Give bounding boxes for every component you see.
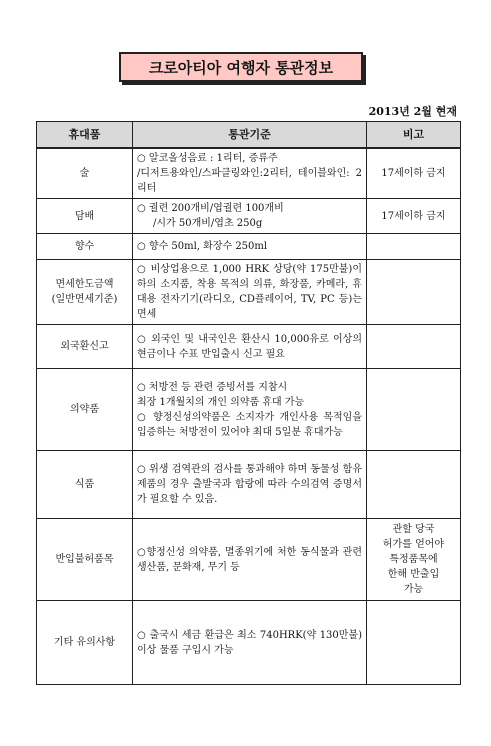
cell-text: 17세이하 금지 [381, 168, 446, 179]
cell-text: /디저트용와인/스파클링와인:2리터, 테이블와인: 2리터 [137, 168, 362, 194]
cell-text: 허가를 얻어야 [382, 539, 445, 550]
remark-cell [367, 148, 461, 199]
table-row [37, 234, 461, 260]
remark-cell [367, 199, 461, 234]
date-note: 2013년 2월 현재 [368, 105, 457, 118]
table-row [37, 199, 461, 234]
cell-text: 기타 유의사항 [53, 637, 116, 648]
cell-text: ○ 처방전 등 관련 증빙서를 지참시 [137, 381, 288, 393]
cell-text: 면세한도금액 [55, 279, 114, 290]
cell-text: ○ 알코올성음료 : 1리터, 증류주 [137, 153, 278, 164]
standard-cell [133, 148, 367, 199]
cell-text: 외국환신고 [60, 341, 109, 352]
table-row [37, 148, 461, 199]
table-header-row [37, 122, 461, 149]
cell-text: 가능 [403, 584, 424, 595]
remark-cell [367, 451, 461, 519]
standard-cell [133, 325, 367, 369]
cell-text: 의약품 [70, 404, 99, 415]
item-cell [37, 519, 133, 601]
header-item: 휴대품 [37, 122, 133, 149]
cell-text: ○ 위생 검역관의 검사를 통과해야 하며 동물성 함유 제품의 경우 출발국과 합랑에 따라 수의검역 증명서가 필요할 수 있음. [137, 464, 362, 505]
standard-cell [133, 519, 367, 601]
remark-cell [367, 601, 461, 685]
standard-cell [133, 234, 367, 260]
table-row [37, 519, 461, 601]
cell-text: 술 [79, 168, 90, 179]
item-cell [37, 325, 133, 369]
standard-cell [133, 601, 367, 685]
cell-text: 최장 1개월치의 개인 의약품 휴대 가능 [137, 396, 305, 408]
remark-cell [367, 519, 461, 601]
cell-text: /시가 50개비/엽초 250g [153, 218, 263, 229]
cell-text: (일반면세기준) [51, 294, 118, 305]
remark-cell [367, 325, 461, 369]
cell-text: 특정품목에 [389, 554, 438, 565]
cell-text: ○ 향수 50ml, 화장수 250ml [137, 241, 268, 252]
table-row [37, 260, 461, 325]
item-cell [37, 601, 133, 685]
standard-cell [133, 199, 367, 234]
standard-cell [133, 369, 367, 451]
item-cell [37, 369, 133, 451]
customs-table [36, 121, 461, 685]
standard-cell [133, 451, 367, 519]
remark-cell [367, 369, 461, 451]
page-title: 크로아티아 여행자 통관정보 [119, 52, 363, 82]
cell-text: 식품 [74, 479, 95, 490]
header-remark: 비고 [367, 122, 461, 149]
item-cell [37, 199, 133, 234]
cell-text: 17세이하 금지 [381, 210, 446, 222]
cell-text: 한해 반출입 [387, 569, 440, 580]
cell-text: 반입불허품목 [55, 554, 114, 565]
table-row [37, 325, 461, 369]
header-standard: 통관기준 [133, 122, 367, 149]
cell-text: 향수 [74, 241, 95, 252]
table-row [37, 369, 461, 451]
item-cell [37, 451, 133, 519]
item-cell [37, 234, 133, 260]
cell-text: ○ 향정신성의약품은 소지자가 개인사용 목적임을 입증하는 처방전이 있어야 최대 5일분 휴대가능 [137, 411, 362, 438]
cell-text: 담배 [74, 210, 95, 222]
remark-cell [367, 234, 461, 260]
cell-text: 관할 당국 [392, 524, 435, 535]
cell-text: ○ 비상업용으로 1,000 HRK 상당(약 175만불)이하의 소지품, 착용 목적의 의류, 화장품, 카메라, 휴대용 전자기기(라디오, CD플레이어, TV, PC 등)는 면세 [137, 264, 362, 320]
remark-cell [367, 260, 461, 325]
item-cell [37, 260, 133, 325]
cell-text: ○ 출국시 세금 환급은 최소 740HRK(약 130만불) 이상 물품 구입시 가능 [137, 629, 362, 656]
cell-text: ○향정신성 의약품, 멸종위기에 처한 동식물과 관련 생산품, 문화재, 무기 등 [137, 546, 362, 573]
table-row [37, 601, 461, 685]
standard-cell [133, 260, 367, 325]
cell-text: ○ 궐련 200개비/엽궐련 100개비 [137, 203, 284, 214]
cell-text: ○ 외국인 및 내국인은 환산시 10,000유로 이상의 현금이나 수표 반입출시 신고 필요 [137, 333, 362, 360]
table-row [37, 451, 461, 519]
item-cell [37, 148, 133, 199]
